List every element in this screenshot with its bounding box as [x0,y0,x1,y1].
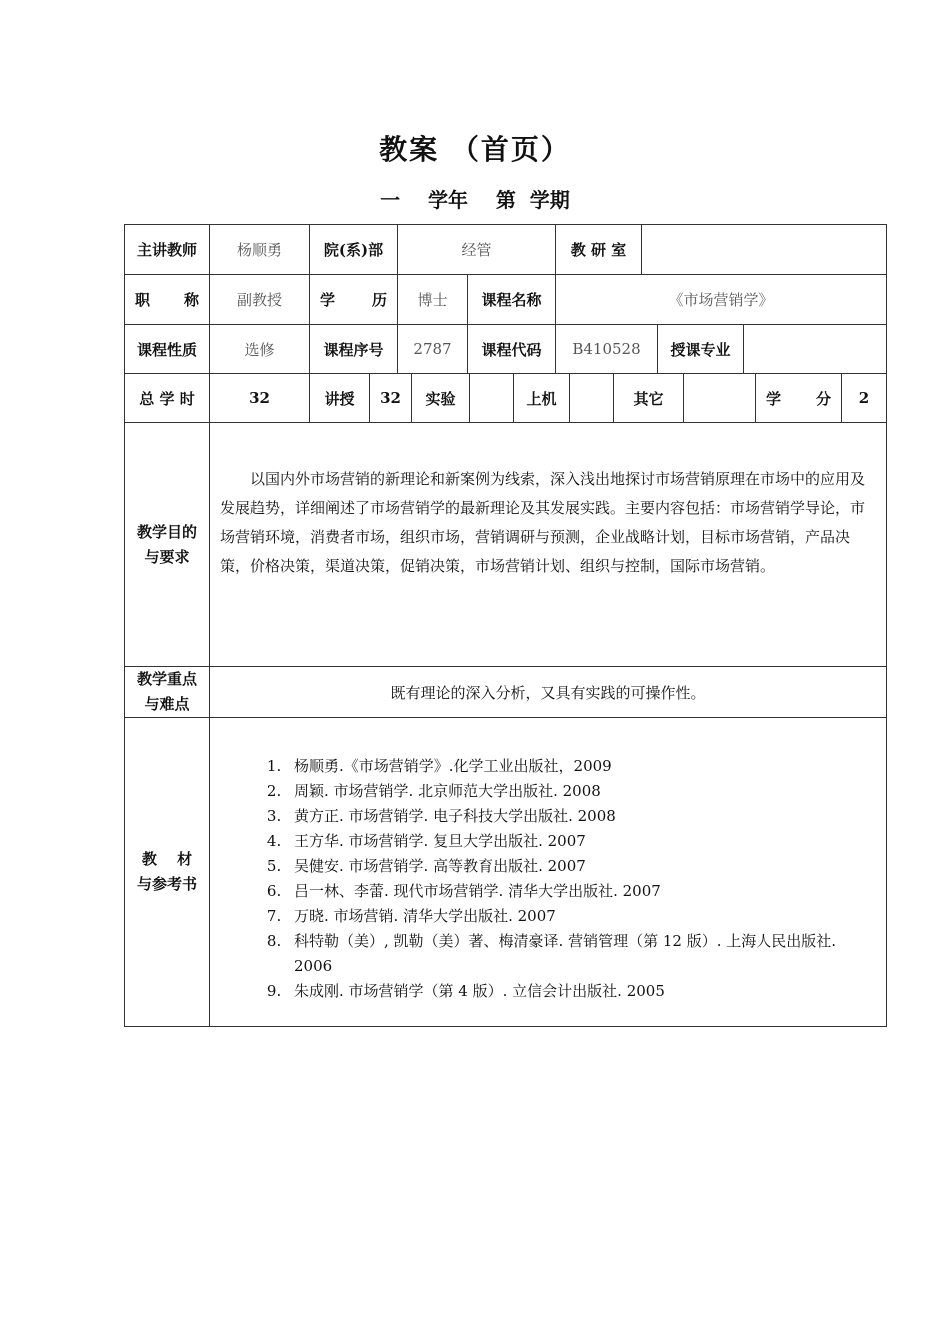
total-hours-value: 32 [210,374,310,423]
lab-value [470,374,514,423]
seq-label: 课程序号 [310,325,398,374]
title-row [125,275,887,325]
dept-value: 经管 [398,225,556,275]
major-value [744,325,887,374]
purpose-text: 以国内外市场营销的新理论和新案例为线索，深入浅出地探讨市场营销原理在市场中的应用及发展趋势，详细阐述了市场营销学的最新理论及其发展实践。主要内容包括：市场营销学导论，市场营销环境，消费者市场，组织市场，营销调研与预测，企业战略计划，目标市场营销，产品决策，价格决策，渠道决策，促销决策，市场营销计划、组织与控制，国际市场营销。 [220,470,866,575]
total-hours-label: 总 学 时 [125,374,210,423]
education-value: 博士 [398,275,468,325]
course-info-table-2 [124,274,887,325]
computer-label: 上机 [514,374,570,423]
education-label: 学 历 [310,275,398,325]
code-value: B410528 [556,325,658,374]
computer-value [570,374,614,423]
purpose-text-cell [210,423,887,667]
references-list [210,754,876,1004]
office-label: 教 研 室 [556,225,642,275]
semester-subtitle: 一 学年 第 学期 [380,188,570,212]
lecture-value: 32 [370,374,412,423]
teacher-label: 主讲教师 [125,225,210,275]
purpose-label: 教学目的 与要求 [125,423,210,667]
reference-item: 3. 黄方正. 市场营销学. 电子科技大学出版社. 2008 [286,804,876,829]
office-value [642,225,887,275]
course-name-label: 课程名称 [468,275,556,325]
major-label: 授课专业 [658,325,744,374]
credit-label: 学 分 [756,374,842,423]
references-cell [210,718,887,1027]
reference-item: 6. 吕一林、李蕾. 现代市场营销学. 清华大学出版社. 2007 [286,879,876,904]
reference-item: 2. 周颖. 市场营销学. 北京师范大学出版社. 2008 [286,779,876,804]
dept-label: 院(系)部 [310,225,398,275]
teacher-row [125,225,887,275]
code-label: 课程代码 [468,325,556,374]
reference-item: 9. 朱成刚. 市场营销学（第 4 版）. 立信会计出版社. 2005 [286,979,876,1004]
seq-value: 2787 [398,325,468,374]
key-points-label: 教学重点 与难点 [125,667,210,718]
teacher-value: 杨顺勇 [210,225,310,275]
course-info-table [124,224,887,275]
course-name-value: 《市场营销学》 [556,275,887,325]
page-title: 教案 （首页） [379,133,571,166]
reference-item: 4. 王方华. 市场营销学. 复旦大学出版社. 2007 [286,829,876,854]
references-row [125,718,887,1027]
other-label: 其它 [614,374,684,423]
lecture-label: 讲授 [310,374,370,423]
sections-table [124,422,887,1027]
reference-item: 5. 吴健安. 市场营销学. 高等教育出版社. 2007 [286,854,876,879]
purpose-row [125,423,887,667]
hours-row [125,374,887,423]
title-label: 职 称 [125,275,210,325]
hours-table [124,373,887,423]
reference-item: 7. 万晓. 市场营销. 清华大学出版社. 2007 [286,904,876,929]
title-value: 副教授 [210,275,310,325]
key-points-row [125,667,887,718]
reference-item: 1. 杨顺勇.《市场营销学》.化学工业出版社，2009 [286,754,876,779]
course-info-table-3 [124,324,887,374]
nature-row [125,325,887,374]
nature-value: 选修 [210,325,310,374]
reference-item: 8. 科特勒（美）, 凯勒（美）著、梅清豪译. 营销管理（第 12 版）. 上海人民出版社. 2006 [286,929,876,979]
lab-label: 实验 [412,374,470,423]
credit-value: 2 [842,374,887,423]
key-points-text: 既有理论的深入分析，又具有实践的可操作性。 [210,667,887,718]
references-label: 教 材 与参考书 [125,718,210,1027]
other-value [684,374,756,423]
nature-label: 课程性质 [125,325,210,374]
